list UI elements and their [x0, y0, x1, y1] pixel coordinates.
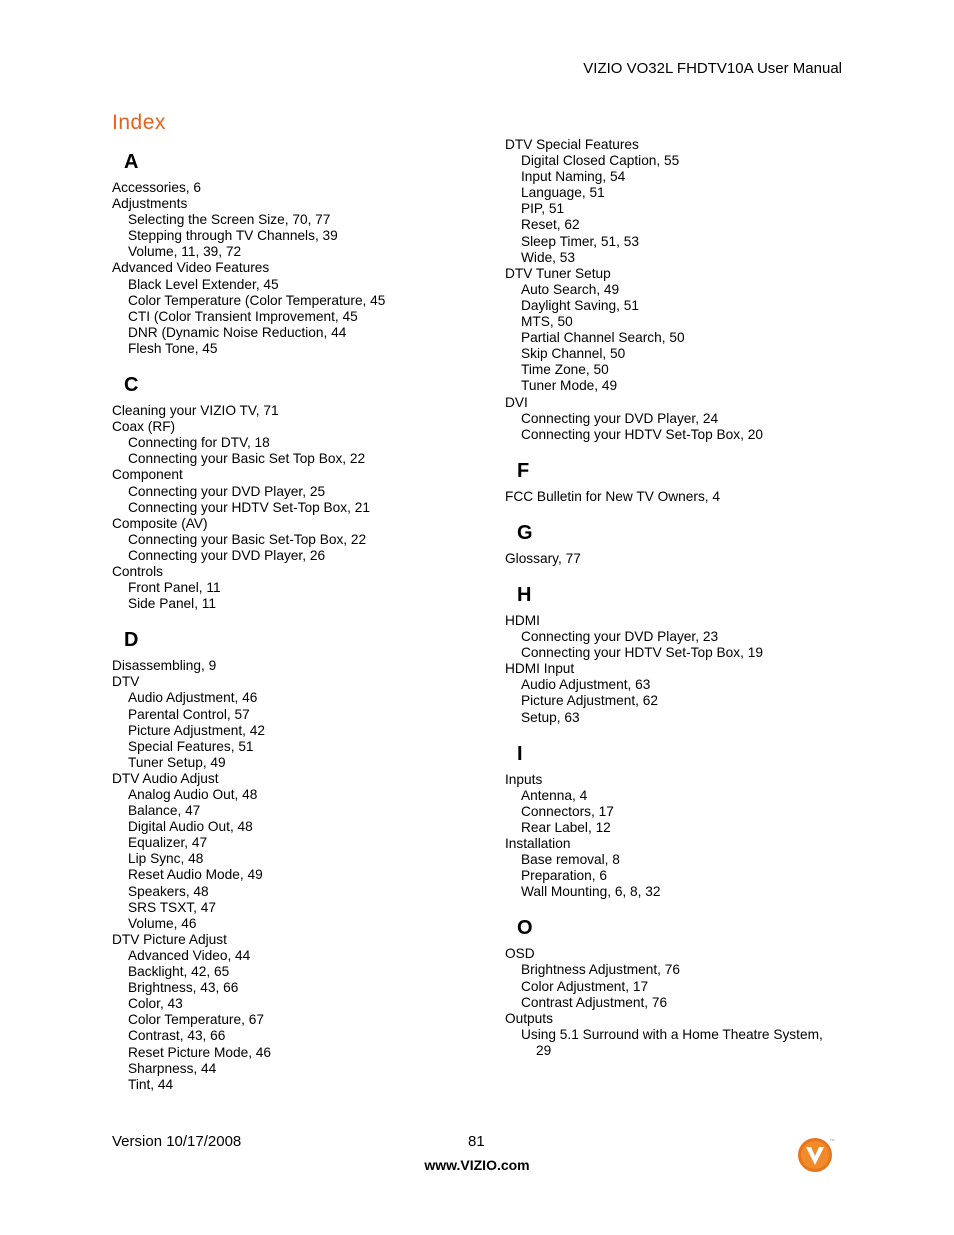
index-entry: Accessories, 6: [112, 180, 202, 195]
index-subentry: Contrast Adjustment, 76: [521, 994, 668, 1010]
index-title: Index: [112, 111, 166, 134]
index-entry: Installation: [505, 836, 571, 851]
index-subentry: Backlight, 42, 65: [128, 964, 230, 980]
index-entry: Disassembling, 9: [112, 658, 217, 674]
outputs-sub-line2: 29: [536, 1042, 552, 1058]
index-subentry: Color Temperature, 67: [128, 1012, 264, 1028]
index-subentry: Rear Label, 12: [521, 819, 611, 835]
index-entry: Outputs: [505, 1010, 553, 1026]
footer-version: Version 10/17/2008: [112, 1133, 242, 1150]
manual-title: VIZIO VO32L FHDTV10A User Manual: [583, 60, 842, 77]
index-section-i: [505, 742, 850, 901]
index-entry: Cleaning your VIZIO TV, 71: [112, 403, 279, 419]
index-subentry: Black Level Extender, 45: [128, 276, 279, 292]
section-letter: A: [124, 151, 139, 173]
index-subentry: Skip Channel, 50: [521, 346, 626, 362]
index-subentry: Daylight Saving, 51: [521, 297, 639, 313]
index-entry: DTV Picture Adjust: [112, 931, 227, 947]
index-subentry: Brightness Adjustment, 76: [521, 962, 681, 978]
index-subentry: Connecting your HDTV Set-Top Box, 19: [521, 645, 763, 661]
index-subentry: Picture Adjustment, 62: [521, 693, 658, 709]
index-section-o: [505, 916, 850, 1026]
section-letter: D: [124, 629, 139, 652]
index-subentry: SRS TSXT, 47: [128, 899, 216, 915]
index-subentry: MTS, 50: [521, 314, 573, 330]
index-subentry: Tuner Setup, 49: [128, 754, 226, 770]
index-subentry: Time Zone, 50: [521, 362, 609, 378]
left-column: [112, 150, 472, 1109]
index-subentry: Front Panel, 11: [128, 580, 221, 596]
index-subentry: Color Adjustment, 17: [521, 978, 649, 994]
index-section-h: [505, 583, 850, 726]
index-entry: FCC Bulletin for New TV Owners, 4: [505, 488, 721, 504]
right-column: [505, 137, 850, 1059]
index-subentry: Reset, 62: [521, 217, 580, 233]
index-subentry: Connecting for DTV, 18: [128, 435, 270, 451]
index-subentry: Analog Audio Out, 48: [128, 787, 258, 802]
index-subentry: Antenna, 4: [521, 787, 588, 803]
index-entry: Inputs: [505, 771, 543, 787]
section-letter: O: [517, 917, 533, 940]
index-entry: HDMI Input: [505, 661, 575, 677]
index-subentry: Volume, 11, 39, 72: [128, 244, 242, 260]
index-subentry: Base removal, 8: [521, 852, 620, 868]
index-subentry: Input Naming, 54: [521, 169, 626, 185]
index-entry: DTV: [112, 674, 140, 690]
section-letter: H: [517, 583, 532, 606]
index-subentry: Connecting your DVD Player, 24: [521, 410, 719, 426]
index-subentry: Partial Channel Search, 50: [521, 330, 685, 346]
index-section-d: [112, 628, 472, 1093]
index-subentry: Connectors, 17: [521, 803, 614, 819]
index-entry: DTV Audio Adjust: [112, 770, 219, 786]
index-subentry: Connecting your Basic Set-Top Box, 22: [128, 531, 367, 547]
index-subentry: Language, 51: [521, 185, 605, 201]
index-subentry: Brightness, 43, 66: [128, 980, 239, 996]
index-subentry: Flesh Tone, 45: [128, 340, 218, 356]
vizio-logo-icon: [797, 1137, 833, 1173]
index-subentry: Speakers, 48: [128, 883, 209, 899]
index-subentry: PIP, 51: [521, 201, 565, 217]
index-entry: Adjustments: [112, 196, 188, 212]
page-number: 81: [468, 1133, 485, 1150]
index-subentry: Audio Adjustment, 46: [128, 690, 258, 706]
section-letter: G: [517, 521, 533, 544]
index-subentry: Auto Search, 49: [521, 281, 620, 297]
index-subentry: Sharpness, 44: [128, 1060, 217, 1076]
index-entry: Coax (RF): [112, 419, 176, 435]
index-subentry: Picture Adjustment, 42: [128, 722, 265, 738]
right-continuation: [505, 137, 850, 443]
index-subentry: Digital Audio Out, 48: [128, 819, 253, 835]
index-subentry: Lip Sync, 48: [128, 851, 204, 867]
index-subentry: Connecting your HDTV Set-Top Box, 21: [128, 499, 370, 515]
index-subentry: Connecting your Basic Set Top Box, 22: [128, 451, 366, 467]
index-subentry: Wall Mounting, 6, 8, 32: [521, 884, 661, 900]
index-subentry: Audio Adjustment, 63: [521, 677, 651, 693]
outputs-sub-line1: Using 5.1 Surround with a Home Theatre System,: [521, 1026, 823, 1042]
index-entry: Glossary, 77: [505, 550, 581, 566]
index-entry: OSD: [505, 946, 535, 962]
index-entry: Component: [112, 467, 183, 483]
index-entry: DTV Tuner Setup: [505, 265, 611, 281]
index-subentry: Wide, 53: [521, 249, 576, 265]
index-subentry: Tint, 44: [128, 1076, 174, 1092]
index-subentry: Reset Audio Mode, 49: [128, 867, 263, 883]
index-section-g: [505, 521, 850, 567]
section-letter: I: [517, 742, 523, 765]
right-sections: [505, 459, 850, 1027]
footer-url: www.VIZIO.com: [424, 1157, 530, 1173]
index-entry: DVI: [505, 394, 528, 410]
index-entry: Controls: [112, 563, 163, 579]
section-letter: F: [517, 459, 530, 482]
index-entry: Advanced Video Features: [112, 260, 270, 276]
index-section-a: [112, 150, 472, 357]
index-subentry: Connecting your DVD Player, 23: [521, 629, 719, 645]
index-subentry: Volume, 46: [128, 915, 197, 931]
index-subentry: Connecting your HDTV Set-Top Box, 20: [521, 426, 763, 442]
section-letter: C: [124, 374, 139, 397]
index-subentry: Digital Closed Caption, 55: [521, 153, 680, 169]
index-subentry: [505, 1027, 850, 1059]
index-subentry: Tuner Mode, 49: [521, 378, 618, 394]
index-entry: Composite (AV): [112, 515, 208, 531]
index-subentry: DNR (Dynamic Noise Reduction, 44: [128, 324, 347, 340]
index-subentry: Side Panel, 11: [128, 596, 217, 612]
index-subentry: Preparation, 6: [521, 868, 607, 884]
index-entry: DTV Special Features: [505, 137, 639, 152]
index-section-c: [112, 373, 472, 612]
index-subentry: CTI (Color Transient Improvement, 45: [128, 308, 358, 324]
index-subentry: Equalizer, 47: [128, 835, 208, 851]
index-section-f: [505, 459, 850, 505]
index-subentry: Selecting the Screen Size, 70, 77: [128, 212, 331, 228]
svg-text:TM: TM: [830, 1138, 835, 1142]
index-subentry: Parental Control, 57: [128, 706, 250, 722]
index-subentry: Setup, 63: [521, 709, 580, 725]
index-subentry: Stepping through TV Channels, 39: [128, 228, 338, 244]
index-subentry: Contrast, 43, 66: [128, 1028, 226, 1044]
index-subentry: Balance, 47: [128, 803, 201, 819]
index-subentry: Connecting your DVD Player, 25: [128, 483, 326, 499]
index-subentry: Reset Picture Mode, 46: [128, 1044, 272, 1060]
index-subentry: Sleep Timer, 51, 53: [521, 233, 639, 249]
index-subentry: Connecting your DVD Player, 26: [128, 547, 326, 563]
index-subentry: Special Features, 51: [128, 738, 254, 754]
index-entry: HDMI: [505, 612, 540, 628]
index-subentry: Advanced Video, 44: [128, 947, 251, 963]
index-subentry: Color, 43: [128, 996, 183, 1012]
index-subentry: Color Temperature (Color Temperature, 45: [128, 292, 386, 308]
